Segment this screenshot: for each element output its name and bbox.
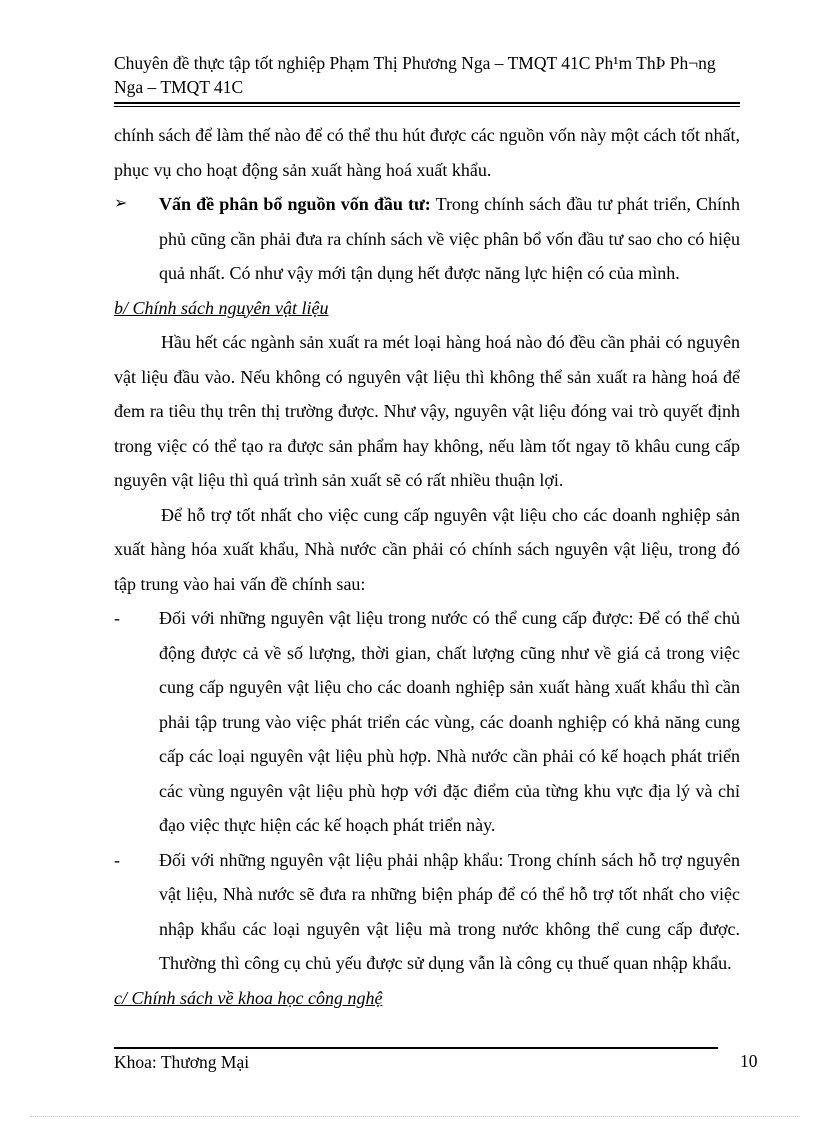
header-rule-thin	[114, 106, 740, 107]
header-text: Chuyên đề thực tập tốt nghiệp Phạm Thị Phương Nga – TMQT 41C Ph¹m ThÞ Ph¬ng Nga – TMQT 41C	[114, 53, 716, 97]
footer-faculty: Khoa: Thương Mại	[114, 1052, 250, 1072]
bold-lead-text: Vấn đề phân bổ nguồn vốn đầu tư:	[159, 194, 431, 214]
arrow-bullet-icon: ➢	[114, 195, 128, 212]
dash-bullet: -	[114, 608, 120, 628]
page-header	[114, 51, 740, 99]
dash-item-import	[114, 843, 740, 981]
dash-item-domestic	[114, 601, 740, 843]
paragraph-import: Đối với những nguyên vật liệu phải nhập khẩu: Trong chính sách hỗ trợ nguyên vật liệu, Nhà nước sẽ đưa ra những biện pháp để có thể hỗ trợ tốt nhất cho việc nhập khẩu các loại nguyên vật liệu mà trong nước không thể cung cấp được. Thường thì công cụ chủ yếu được sử dụng vẫn là công cụ thuế quan nhập khẩu.	[159, 849, 740, 973]
paragraph-text: Trong chính sách đầu tư phát triển, Chính phủ cũng cần phải đưa ra chính sách về việc phân bổ vốn đầu tư sao cho có hiệu quả nhất. Có như vậy mới tận dụng hết được năng lực hiện có của mình.	[159, 194, 740, 283]
paragraph-domestic: Đối với những nguyên vật liệu trong nước có thể cung cấp được: Để có thể chủ động được cả về số lượng, thời gian, chất lượng cũng như về giá cả trong việc cung cấp nguyên vật liệu cho các doanh nghiệp sản xuất hàng xuất khẩu thì cần phải tập trung vào việc phát triển các vùng, các doanh nghiệp có khả năng cung cấp các loại nguyên vật liệu phù hợp. Nhà nước cần phải có kế hoạch phát triển các vùng nguyên vật liệu phù hợp với đặc điểm của từng khu vực địa lý và chỉ đạo việc thực hiện các kế hoạch phát triển này.	[159, 608, 740, 835]
dash-bullet: -	[114, 849, 120, 870]
paragraph-capital-allocation	[159, 187, 740, 291]
paragraph-support: Để hỗ trợ tốt nhất cho việc cung cấp nguyên vật liệu cho các doanh nghiệp sản xuất hàng hóa xuất khẩu, Nhà nước cần phải có chính sách nguyên vật liệu, trong đó tập trung vào hai vấn đề chính sau:	[114, 504, 740, 594]
section-heading-b: b/ Chính sách nguyên vật liệu	[114, 297, 329, 318]
footer-rule	[114, 1047, 718, 1049]
page-bottom-edge	[30, 1116, 800, 1117]
bullet-item-capital-allocation	[114, 187, 740, 291]
paragraph-continuation: chính sách để làm thế nào để có thể thu hút được các nguồn vốn này một cách tốt nhất, phục vụ cho hoạt động sản xuất hàng hoá xuất khẩu.	[114, 125, 740, 180]
page-number: 10	[740, 1051, 758, 1071]
document-body	[114, 118, 740, 1015]
paragraph-raw-materials: Hầu hết các ngành sản xuất ra mét loại hàng hoá nào đó đều cần phải có nguyên vật liệu đầu vào. Nếu không có nguyên vật liệu thì không thể sản xuất ra hàng hoá để đem ra tiêu thụ trên thị trường được. Như vậy, nguyên vật liệu đóng vai trò quyết định trong việc có thể tạo ra được sản phẩm hay không, nếu làm tốt ngay tõ khâu cung cấp nguyên vật liệu thì quá trình sản xuất sẽ có rất nhiều thuận lợi.	[114, 332, 740, 490]
section-heading-c: c/ Chính sách về khoa học công nghệ	[114, 987, 383, 1008]
header-rule-thick	[114, 102, 740, 104]
